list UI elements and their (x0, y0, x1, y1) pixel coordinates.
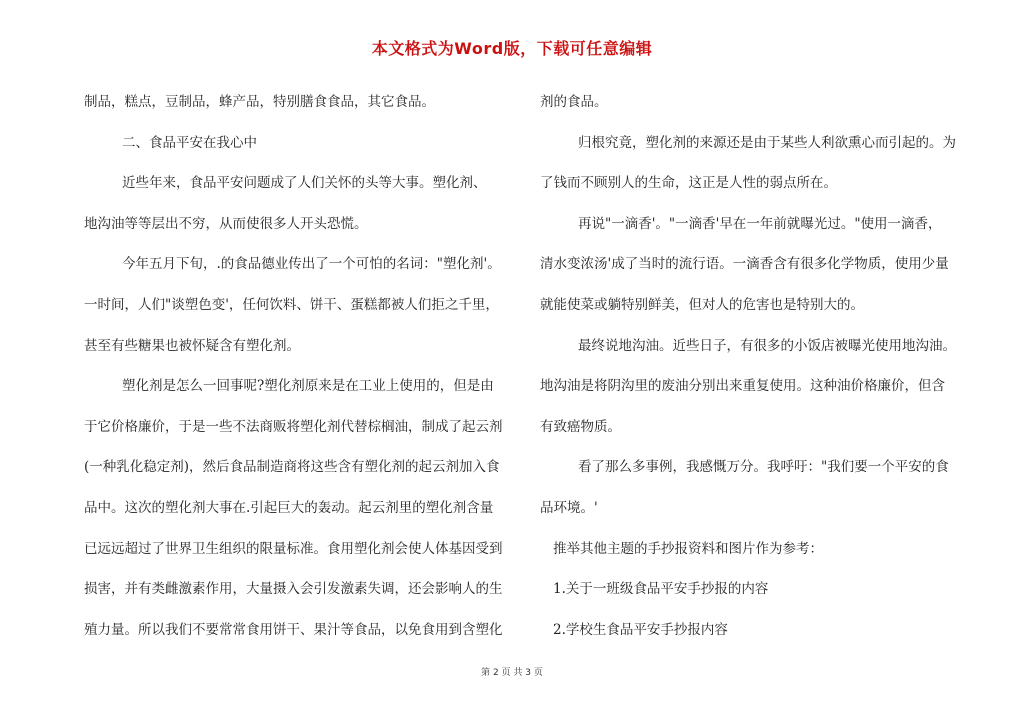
text-line: 有致癌物质。 (540, 418, 621, 435)
text-line: (一种乳化稳定剂)，然后食品制造商将这些含有塑化剂的起云剂加入食 (84, 459, 500, 476)
text-line: 了钱而不顾别人的生命，这正是人性的弱点所在。 (540, 175, 837, 192)
text-line: 清水变浓汤'成了当时的流行语。一滴香含有很多化学物质，使用少量 (540, 256, 949, 273)
text-line: 今年五月下旬，.的食品德业传出了一个可怕的名词："塑化剂'。 (122, 256, 501, 273)
text-line: 于它价格廉价，于是一些不法商贩将塑化剂代替棕榈油，制成了起云剂 (84, 418, 503, 435)
text-line: 地沟油等等层出不穷，从而使很多人开头恐慌。 (84, 215, 368, 232)
text-line: 品中。这次的塑化剂大事在.引起巨大的轰动。起云剂里的塑化剂含量 (84, 499, 494, 516)
page-number: 第 2 页 共 3 页 (481, 668, 543, 678)
recommendation-item: 2.学校生食品平安手抄报内容 (553, 621, 728, 638)
recommendation-item: 1.关于一班级食品平安手抄报的内容 (553, 581, 769, 598)
text-line: 就能使菜或躺特别鲜美，但对人的危害也是特别大的。 (540, 296, 864, 313)
recommendation-heading: 推举其他主题的手抄报资料和图片作为参考： (553, 540, 823, 557)
text-line: 看了那么多事例，我感慨万分。我呼吁："我们要一个平安的食 (578, 459, 949, 476)
document-banner: 本文格式为Word版，下载可任意编辑 (371, 39, 653, 58)
text-line: 地沟油是将阴沟里的废油分别出来重复使用。这种油价格廉价，但含 (540, 378, 945, 395)
text-line: 品环境。' (540, 499, 598, 516)
text-line: 归根究竟，塑化剂的来源还是由于某些人利欲熏心而引起的。为 (578, 134, 956, 151)
text-line: 一时间，人们"谈塑色变'，任何饮料、饼干、蛋糕都被人们拒之千里， (84, 296, 499, 313)
right-column (540, 82, 965, 650)
text-line: 再说"一滴香'。"一滴香'早在一年前就曝光过。"使用一滴香， (578, 215, 942, 232)
left-column (84, 82, 504, 650)
text-line: 塑化剂是怎么一回事呢?塑化剂原来是在工业上使用的，但是由 (122, 378, 494, 395)
text-line: 最终说地沟油。近些日子，有很多的小饭店被曝光使用地沟油。 (578, 337, 956, 354)
text-line: 已远远超过了世界卫生组织的限量标准。食用塑化剂会使人体基因受到 (84, 540, 503, 557)
text-line: 损害，并有类雌激素作用，大量摄入会引发激素失调，还会影响人的生 (84, 581, 503, 598)
section-heading: 二、食品平安在我心中 (122, 134, 257, 151)
text-line: 近些年来，食品平安问题成了人们关怀的头等大事。塑化剂、 (122, 175, 487, 192)
text-line: 制品，糕点，豆制品，蜂产品，特别膳食食品，其它食品。 (84, 94, 435, 110)
text-line: 剂的食品。 (540, 94, 608, 110)
text-line: 殖力量。所以我们不要常常食用饼干、果汁等食品，以免食用到含塑化 (84, 621, 503, 638)
text-line: 甚至有些糖果也被怀疑含有塑化剂。 (84, 337, 300, 354)
